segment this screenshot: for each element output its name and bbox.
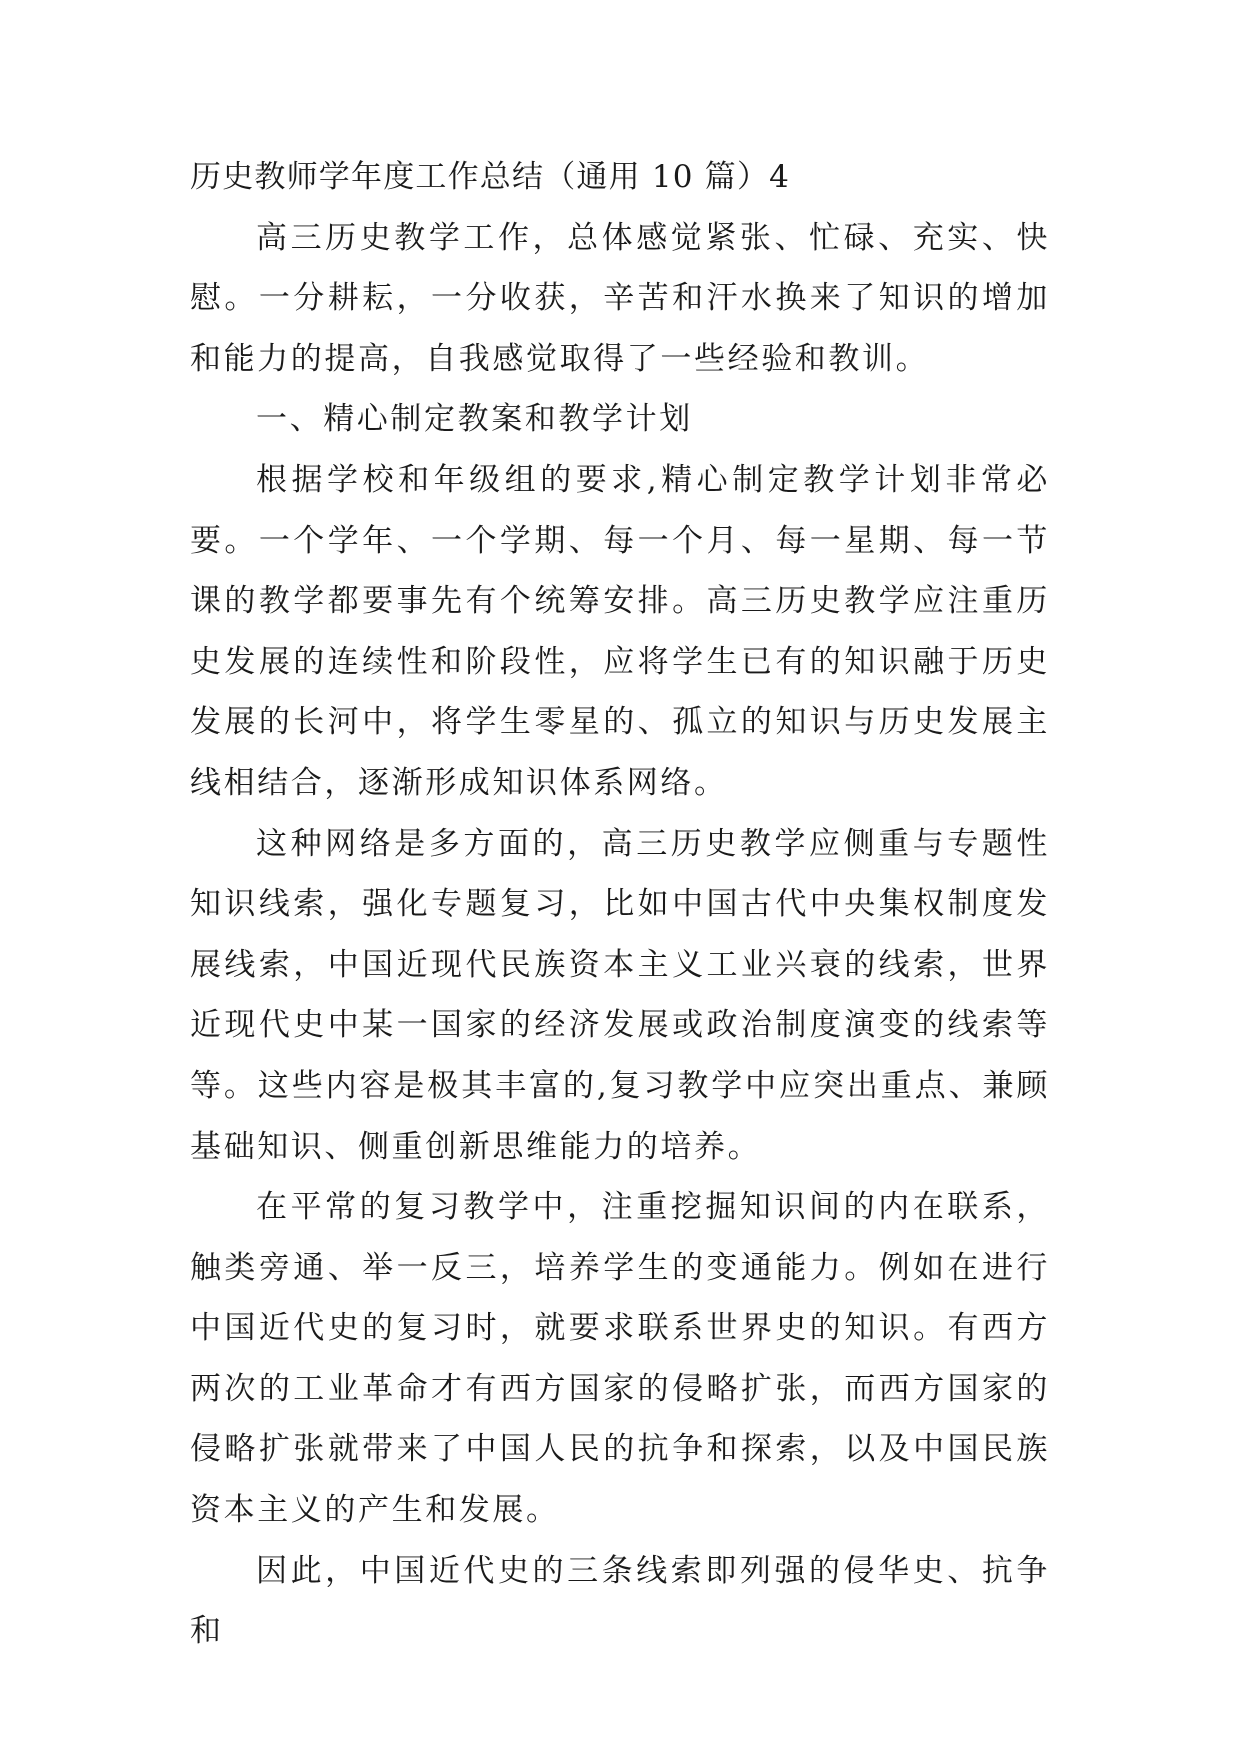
paragraph-planning: 根据学校和年级组的要求,精心制定教学计划非常必要。一个学年、一个学期、每一个月、每一星期、每一节课的教学都要事先有个统筹安排。高三历史教学应注重历史发展的连续性和阶段性，应将学生已有的知识融于历史发展的长河中，将学生零星的、孤立的知识与历史发展主线相结合，逐渐形成知识体系网络。 [190, 461, 1050, 801]
document-page [190, 147, 1050, 1662]
section-heading: 一、精心制定教案和教学计划 [256, 401, 693, 438]
paragraph-therefore: 因此，中国近代史的三条线索即列强的侵华史、抗争和 [190, 1552, 1050, 1650]
paragraph-intro: 高三历史教学工作，总体感觉紧张、忙碌、充实、快慰。一分耕耘，一分收获，辛苦和汗水换来了知识的增加和能力的提高，自我感觉取得了一些经验和教训。 [190, 219, 1050, 377]
paragraph-network: 这种网络是多方面的，高三历史教学应侧重与专题性知识线索，强化专题复习，比如中国古代中央集权制度发展线索，中国近现代民族资本主义工业兴衰的线索，世界近现代史中某一国家的经济发展或政治制度演变的线索等等。这些内容是极其丰富的,复习教学中应突出重点、兼顾基础知识、侧重创新思维能力的培养。 [190, 825, 1050, 1165]
paragraph-review: 在平常的复习教学中，注重挖掘知识间的内在联系，触类旁通、举一反三，培养学生的变通能力。例如在进行中国近代史的复习时，就要求联系世界史的知识。有西方两次的工业革命才有西方国家的侵略扩张，而西方国家的侵略扩张就带来了中国人民的抗争和探索，以及中国民族资本主义的产生和发展。 [190, 1189, 1050, 1529]
document-title: 历史教师学年度工作总结（通用 10 篇）4 [190, 159, 791, 195]
